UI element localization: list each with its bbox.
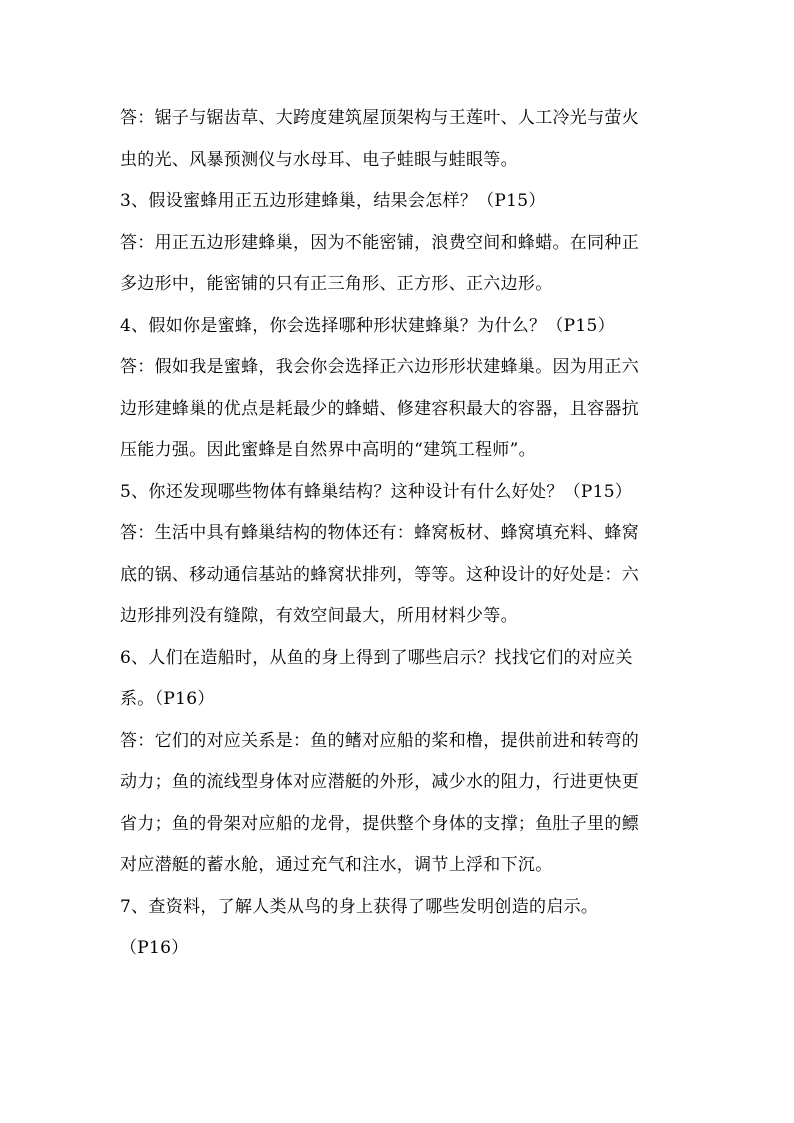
question-5: 5、你还发现哪些物体有蜂巢结构？这种设计有什么好处？（P15） (120, 481, 633, 502)
question-6-line-1: 6、人们在造船时，从鱼的身上得到了哪些启示？找找它们的对应关 (120, 647, 633, 668)
answer-4-line-1: 答：假如我是蜜蜂，我会你会选择正六边形形状建蜂巢。因为用正六 (120, 357, 639, 377)
question-7-line-2: （P16） (120, 938, 189, 958)
question-6-line-2: 系。（P16） (120, 689, 215, 709)
answer-5-line-3: 边形排列没有缝隙，有效空间最大，所用材料少等。 (120, 606, 518, 626)
answer-3-line-2: 多边形中，能密铺的只有正三角形、正方形、正六边形。 (120, 274, 553, 294)
question-3: 3、假设蜜蜂用正五边形建蜂巢，结果会怎样？（P15） (120, 191, 546, 211)
answer-6-line-3: 省力；鱼的骨架对应船的龙骨，提供整个身体的支撑；鱼肚子里的鳔 (120, 813, 639, 834)
answer-5-line-1: 答：生活中具有蜂巢结构的物体还有：蜂窝板材、蜂窝填充料、蜂窝 (120, 523, 639, 543)
question-4: 4、假如你是蜜蜂，你会选择哪种形状建蜂巢？为什么？（P15） (120, 315, 615, 336)
answer-6-line-1: 答：它们的对应关系是：鱼的鳍对应船的桨和橹，提供前进和转弯的 (120, 730, 639, 751)
answer-5-line-2: 底的锅、移动通信基站的蜂窝状排列，等等。这种设计的好处是：六 (120, 564, 639, 585)
answer-4-line-2: 边形建蜂巢的优点是耗最少的蜂蜡、修建容积最大的容器，且容器抗 (120, 398, 639, 419)
answer-line-1: 答：锯子与锯齿草、大跨度建筑屋顶架构与王莲叶、人工冷光与萤火 (120, 108, 639, 128)
answer-6-line-4: 对应潜艇的蓄水舱，通过充气和注水，调节上浮和下沉。 (120, 855, 553, 875)
question-7-line-1: 7、查资料，了解人类从鸟的身上获得了哪些发明创造的启示。 (120, 896, 599, 917)
answer-line-2: 虫的光、风暴预测仪与水母耳、电子蛙眼与蛙眼等。 (120, 149, 518, 170)
answer-4-line-3: 压能力强。因此蜜蜂是自然界中高明的“建筑工程师”。 (120, 440, 536, 460)
answer-3-line-1: 答：用正五边形建蜂巢，因为不能密铺，浪费空间和蜂蜡。在同种正 (120, 232, 639, 253)
answer-6-line-2: 动力；鱼的流线型身体对应潜艇的外形，减少水的阻力，行进更快更 (120, 772, 639, 792)
document-body (120, 98, 680, 970)
